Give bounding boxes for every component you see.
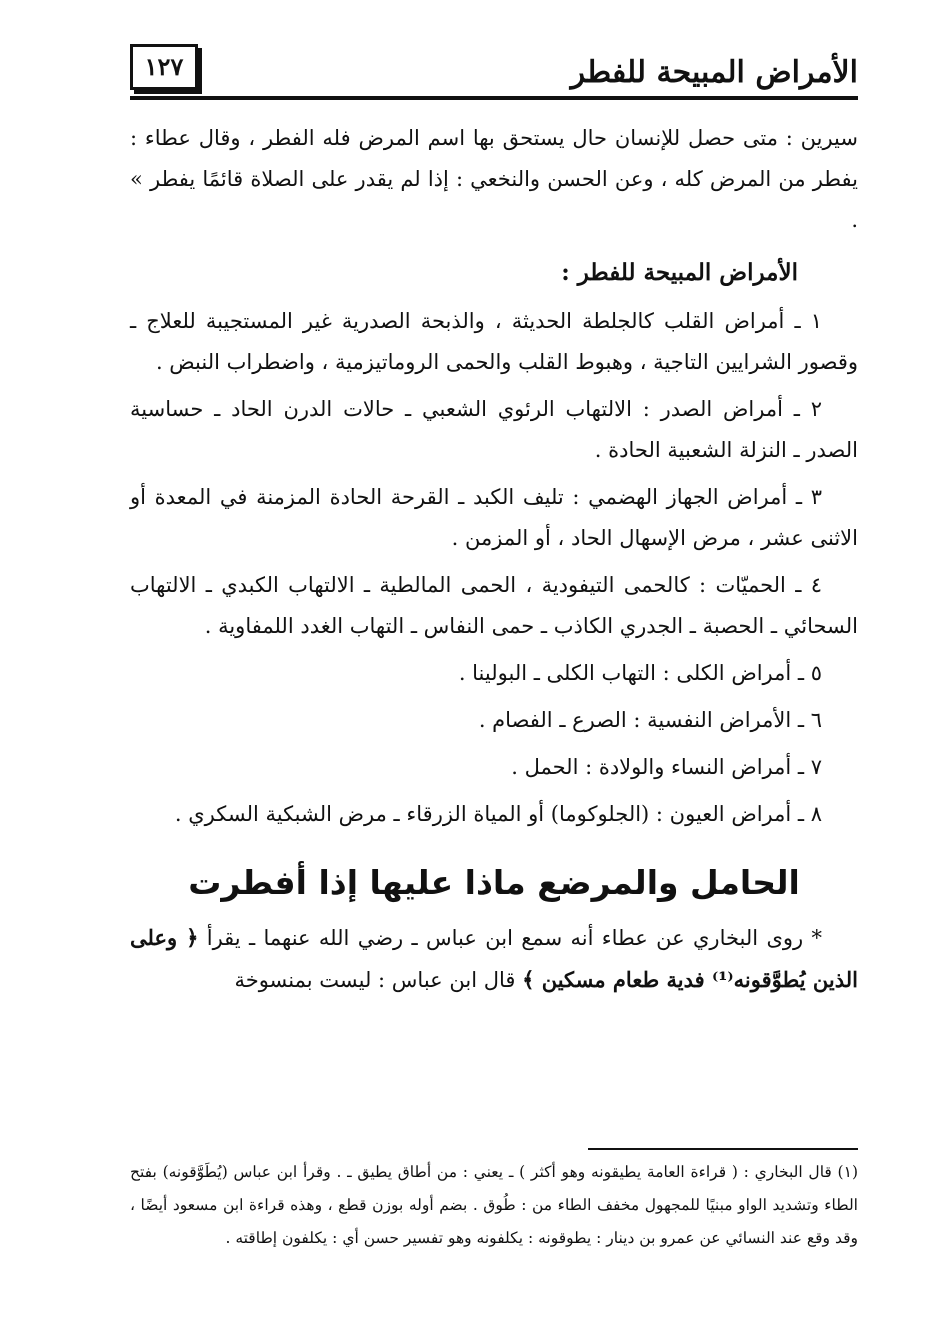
footnote-separator (588, 1148, 858, 1150)
header-rule (130, 96, 858, 100)
quranic-verse: ﴿ وعلى الذين يُطوَّقونه⁽¹⁾ فدية طعام مسكين ﴾ (130, 925, 858, 992)
page-header (130, 44, 858, 102)
list-item: ٣ ـ أمراض الجهاز الهضمي : تليف الكبد ـ القرحة الحادة المزمنة في المعدة أو الاثنى عشر ، مرض الإسهال الحاد ، أو المزمن . (130, 485, 858, 550)
footnotes (130, 1156, 858, 1255)
list-item: ٧ ـ أمراض النساء والولادة : الحمل . (511, 755, 822, 779)
running-title: الأمراض المبيحة للفطر (570, 55, 858, 90)
paragraph-intro-text: * روى البخاري عن عطاء أنه سمع ابن عباس ـ رضي الله عنهما ـ يقرأ (206, 926, 822, 950)
section-paragraph (130, 917, 858, 1001)
intro-paragraph: سيرين : متى حصل للإنسان حال يستحق بها اسم المرض فله الفطر ، وقال عطاء : يفطر من المرض كله ، وعن الحسن والنخعي : إذا لم يقدر على الصلاة قائمًا يفطر » . (130, 126, 858, 232)
list-item: ٨ ـ أمراض العيون : (الجلوكوما) أو المياة الزرقاء ـ مرض الشبكية السكري . (174, 802, 822, 826)
main-text (130, 118, 858, 1007)
list-item: ٤ ـ الحميّات : كالحمى التيفودية ، الحمى المالطية ـ الالتهاب الكبدي ـ الالتهاب السحائي ـ الحصبة ـ الجدري الكاذب ـ حمى النفاس ـ التهاب الغدد اللمفاوية . (130, 573, 858, 638)
sub-heading: الأمراض المبيحة للفطر : (561, 259, 798, 286)
page-number: ١٢٧ (130, 44, 198, 90)
list-item: ٦ ـ الأمراض النفسية : الصرع ـ الفصام . (478, 708, 822, 732)
footnote: (١) قال البخاري : ( قراءة العامة يطيقونه وهو أكثر ) ـ يعني : من أطاق يطيق ـ . وقرأ ابن عباس (يُطَوَّقونه) بفتح الطاء وتشديد الواو مبنيًا للمجهول مخفف الطاء من : طُوق . بضم أوله بوزن قطع ، وهذه قراءة ابن مسعود أيضًا ، وقد وقع عند النسائي عن عمرو بن دينار : يطوقونه : يكلفونه وهو تفسير حسن أي : يكلفون إطاقته . (130, 1163, 858, 1247)
section-heading: الحامل والمرضع ماذا عليها إذا أفطرت (188, 863, 800, 902)
list-item: ٥ ـ أمراض الكلى : التهاب الكلى ـ البولينا . (458, 661, 822, 685)
list-item: ٢ ـ أمراض الصدر : الالتهاب الرئوي الشعبي ـ حالات الدرن الحاد ـ حساسية الصدر ـ النزلة الشعبية الحادة . (130, 397, 858, 462)
paragraph-continuation-text: قال ابن عباس : ليست بمنسوخة (234, 968, 516, 992)
list-item: ١ ـ أمراض القلب كالجلطة الحديثة ، والذبحة الصدرية غير المستجيبة للعلاج ـ وقصور الشرايين التاجية ، وهبوط القلب والحمى الروماتيزمية ، واضطراب النبض . (130, 309, 858, 374)
